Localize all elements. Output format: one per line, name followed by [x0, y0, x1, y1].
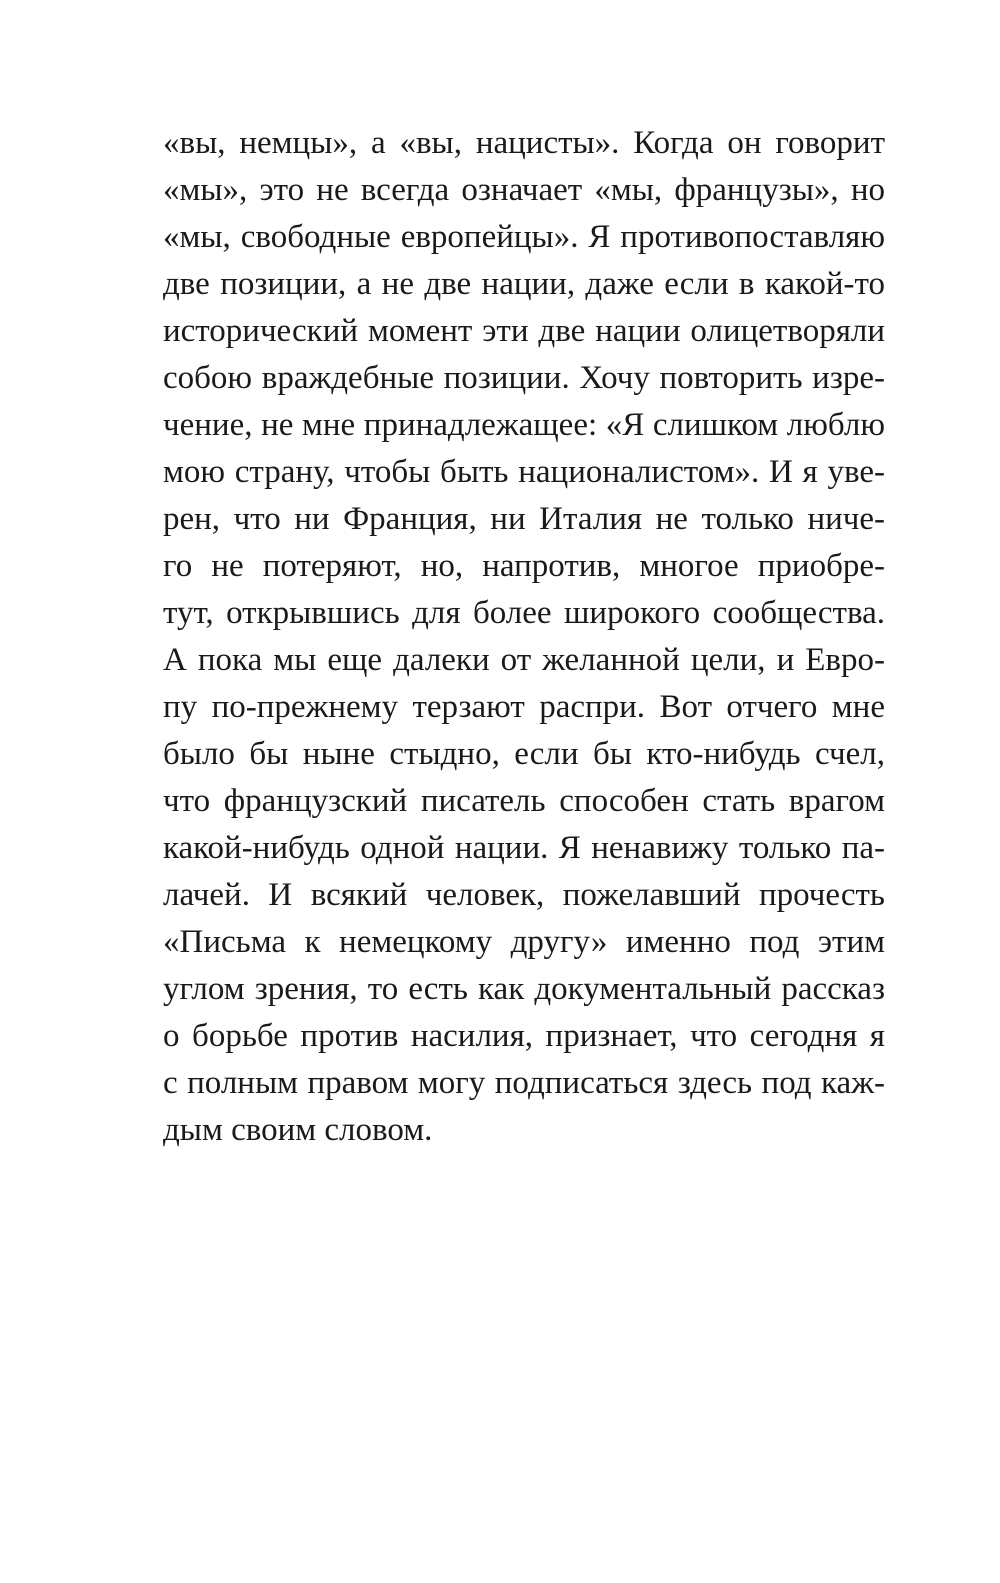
text-line: «Письма к немецкому другу» именно под этим [163, 924, 885, 960]
text-line: было бы ныне стыдно, если бы кто-нибудь счел, [163, 736, 885, 772]
text-line: пу по-прежнему терзают распри. Вот отчего мне [163, 689, 885, 725]
text-line: рен, что ни Франция, ни Италия не только ниче- [163, 501, 885, 537]
text-line: углом зрения, то есть как документальный рассказ [163, 971, 885, 1007]
text-line: что французский писатель способен стать врагом [163, 783, 885, 819]
text-line: «мы, свободные европейцы». Я противопоставляю [163, 219, 885, 255]
text-line: две позиции, а не две нации, даже если в какой-то [163, 266, 885, 302]
text-line: с полным правом могу подписаться здесь под каж- [163, 1065, 885, 1101]
text-line: «вы, немцы», а «вы, нацисты». Когда он говорит [163, 125, 885, 161]
text-line: собою враждебные позиции. Хочу повторить изре- [163, 360, 885, 396]
text-line: исторический момент эти две нации олицетворяли [163, 313, 885, 349]
text-line: какой-нибудь одной нации. Я ненавижу только па- [163, 830, 885, 866]
text-line: мою страну, чтобы быть националистом». И я уве- [163, 454, 885, 490]
text-line: чение, не мне принадлежащее: «Я слишком люблю [163, 407, 885, 443]
text-line: о борьбе против насилия, признает, что сегодня я [163, 1018, 885, 1054]
text-line: дым своим словом. [163, 1112, 433, 1148]
text-line: «мы», это не всегда означает «мы, французы», но [163, 172, 885, 208]
body-text [163, 120, 885, 1154]
text-line: тут, открывшись для более широкого сообщества. [163, 595, 885, 631]
text-line: А пока мы еще далеки от желанной цели, и Евро- [163, 642, 885, 678]
text-line: лачей. И всякий человек, пожелавший прочесть [163, 877, 885, 913]
text-line: го не потеряют, но, напротив, многое приобре- [163, 548, 885, 584]
